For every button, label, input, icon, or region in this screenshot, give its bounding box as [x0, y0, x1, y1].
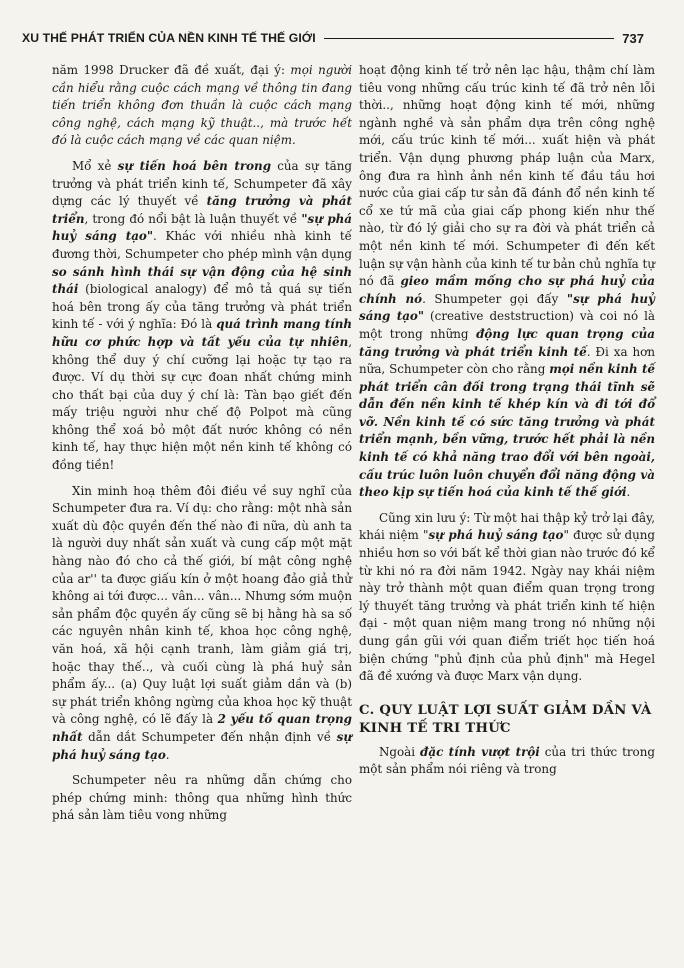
paragraph-evidence: Schumpeter nêu ra những dẫn chứng cho phép chứng minh: thông qua những hình thức phá sản làm tiêu vong những: [52, 773, 352, 823]
paragraph-note: Cũng xin lưu ý: Từ một hai thập kỷ trở lại đây, khái niệm "sự phá huỷ sáng tạo" được sử dụng nhiều hơn so với bất kể thời gian nào trước đó kể từ khi nó ra đời năm 1942. Ngày nay khái niệm này trở thành một quan điểm quan trọng trong lý thuyết tăng trưởng và phát triển kinh tế hiện đại - một quan niệm mang trong nó những nội dung gần gũi với quan điểm triết học tiến hoá biện chứng "phủ định của phủ định" mà Hegel đã đề xướng và được Marx vận dụng.: [359, 510, 656, 684]
paragraph-knowledge: Ngoài đặc tính vượt trội của tri thức trong một sản phẩm nói riêng và trong: [359, 744, 655, 777]
running-title: XU THẾ PHÁT TRIỂN CỦA NỀN KINH TẾ THẾ GIỚI: [22, 31, 316, 45]
right-column: [359, 62, 655, 787]
running-header: [22, 28, 644, 48]
section-heading: C. QUY LUẬT LỢI SUẤT GIẢM DẦN VÀ KINH TẾ TRI THỨC: [359, 702, 652, 736]
left-column: [52, 62, 352, 833]
paragraph-drucker: năm 1998 Drucker đã đề xuất, đại ý: mọi người cần hiểu rằng cuộc cách mạng về thông tin đang tiến triển không đơn thuần là cuộc cách mạng công nghệ, cách mạng kỹ thuật.., mà trước hết đó là cuộc cách mạng về các quan niệm.: [52, 63, 352, 148]
page-number: 737: [622, 30, 644, 46]
paragraph-creative-destruction: hoạt động kinh tế trở nên lạc hậu, thậm chí làm tiêu vong những cấu trúc kinh tế đã trở nên lỗi thời.., những hoạt động kinh tế mới, những ngành nghề và sản phẩm dựa trên công nghệ mới, cấu trúc kinh tế mới... xuất hiện và phát triển. Vận dụng phương pháp luận của Marx, ông đưa ra hình ảnh nền kinh tế đầu tầu hơi nước của giai cấp tư sản đã đánh đổ nền kinh tế cổ xe tứ mã của giai cấp phong kiến như thế nào, từ đó lý giải cho sự ra đời và phát triển cả một nền kinh tế mới. Schumpeter đi đến kết luận sự vận hành của kinh tế tư bản chủ nghĩa tự nó đã gieo mầm mống cho sự phá huỷ của chính nó. Shumpeter gọi đấy "sự phá huỷ sáng tạo" (creative deststruction) và coi nó là một trong những động lực quan trọng của tăng trưởng và phát triển kinh tế. Đi xa hơn nữa, Schumpeter còn cho rằng mọi nền kinh tế phát triển cân đối trong trạng thái tĩnh sẽ dẫn đến nền kinh tế khép kín và đi tới đổ vỡ. Nền kinh tế có sức tăng trưởng và phát triển mạnh, bền vững, trước hết phải là nền kinh tế có khả năng trao đổi với bên ngoài, cấu trúc luôn luôn chuyển đổi năng động và theo kịp sự tiến hoá của kinh tế thế giới.: [359, 63, 656, 500]
paragraph-schumpeter-evolution: Mổ xẻ sự tiến hoá bên trong của sự tăng trưởng và phát triển kinh tế, Schumpeter đã xây dựng các lý thuyết về tăng trưởng và phát triển, trong đó nổi bật là luận thuyết về "sự phá huỷ sáng tạo". Khác với nhiều nhà kinh tế đương thời, Schumpeter cho phép mình vận dụng so sánh hình thái sự vận động của hệ sinh thái (biological analogy) để mô tả quá sự tiến hoá bên trong ấy của tăng trưởng và phát triển kinh tế - với ý nghĩa: Đó là quá trình mang tính hữu cơ phức hợp và tất yếu của tự nhiên, không thể duy ý chí cưỡng lại hoặc tự tạo ra được. Ví dụ thời sự cực đoan nhất chứng minh cho thất bại của duy ý chí là: Tàn bạo giết đến mấy triệu người như chế độ Polpot mà cũng không thể xoá bỏ một đất nước không có nền kinh tế, hay thực hiện một nền kinh tế không có đồng tiền!: [52, 158, 352, 473]
header-rule: [324, 38, 615, 39]
paragraph-monopoly-example: Xin minh hoạ thêm đôi điều về suy nghĩ của Schumpeter đưa ra. Ví dụ: cho rằng: một nhà sản xuất dù độc quyền đến thế nào đi nữa, dù anh ta là người duy nhất sản xuất và cung cấp một mặt hàng nào đó cho cả thế giới, bí mật công nghệ của ar'' ta được giấu kín ở một hoang đảo giả thử không ai tới được... vân... vân... Nhưng sớm muộn sản phẩm độc quyền ấy cũng sẽ bị hằng hà sa số các nguyên nhân kinh tế, khoa học công nghệ, văn hoá, xã hội cạnh tranh, làm giảm giá trị, hoặc thay thế.., và cuối cùng là phá huỷ sản phẩm ấy... (a) Quy luật lợi suất giảm dần và (b) sự phát triển không ngừng của khoa học kỹ thuật và công nghệ, có lẽ đấy là 2 yếu tố quan trọng nhất dẫn dắt Schumpeter đến nhận định về sự phá huỷ sáng tạo.: [52, 483, 352, 762]
